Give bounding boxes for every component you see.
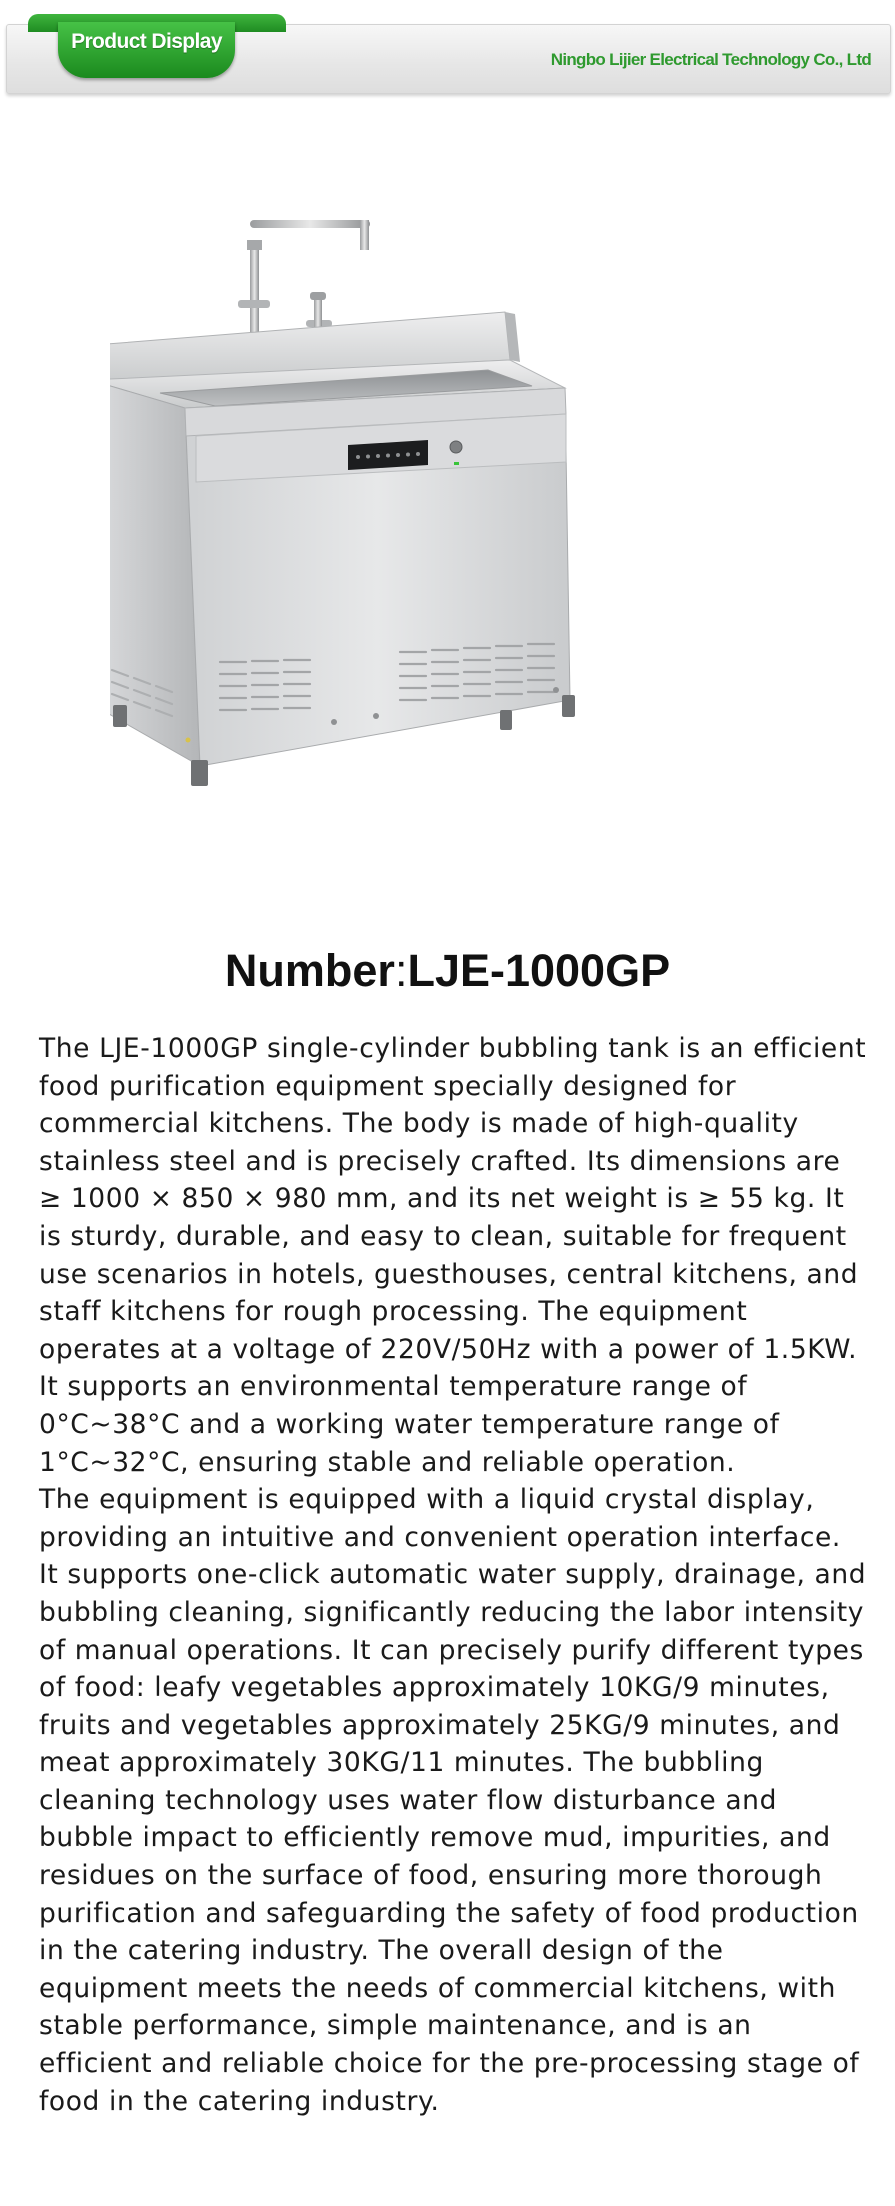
number-label: Number	[224, 945, 395, 996]
tab-label: Product Display	[71, 30, 222, 53]
model-number-heading	[0, 945, 895, 997]
description-paragraph-1: The LJE-1000GP single-cylinder bubbling tank is an efficient food purification equipment specially designed for commercial kitchens. The body is made of high-quality stainless steel and is precisely crafted. Its dimensions are ≥ 1000 × 850 × 980 mm, and its net weight is ≥ 55 kg. It is sturdy, durable, and easy to clean, suitable for frequent use scenarios in hotels, guesthouses, central kitchens, and staff kitchens for rough processing. The equipment operates at a voltage of 220V/50Hz with a power of 1.5KW. It supports an environmental temperature range of 0°C~38°C and a working water temperature range of 1°C~32°C, ensuring stable and reliable operation.	[39, 1033, 867, 1478]
cabinet	[110, 380, 570, 766]
description-paragraph-2: The equipment is equipped with a liquid crystal display, providing an intuitive and convenient operation interface. It supports one-click automatic water supply, drainage, and bubbling cleaning, significantly reducing the labor intensity of manual operations. It can precisely purify different types of food: leafy vegetables approximately 10KG/9 minutes, fruits and vegetables approximately 25KG/9 minutes, and meat approximately 30KG/11 minutes. The bubbling cleaning technology uses water flow disturbance and bubble impact to efficiently remove mud, impurities, and residues on the surface of food, ensuring more thorough purification and safeguarding the safety of food production in the catering industry. The overall design of the equipment meets the needs of commercial kitchens, with stable performance, simple maintenance, and is an efficient and reliable choice for the pre-processing stage of food in the catering industry.	[39, 1484, 867, 2117]
number-separator: :	[394, 945, 408, 996]
product-image	[110, 200, 780, 845]
company-name: Ningbo Lijier Electrical Technology Co., Ltd	[550, 50, 871, 69]
model-number: LJE-1000GP	[407, 945, 671, 996]
product-description	[39, 1030, 869, 2120]
